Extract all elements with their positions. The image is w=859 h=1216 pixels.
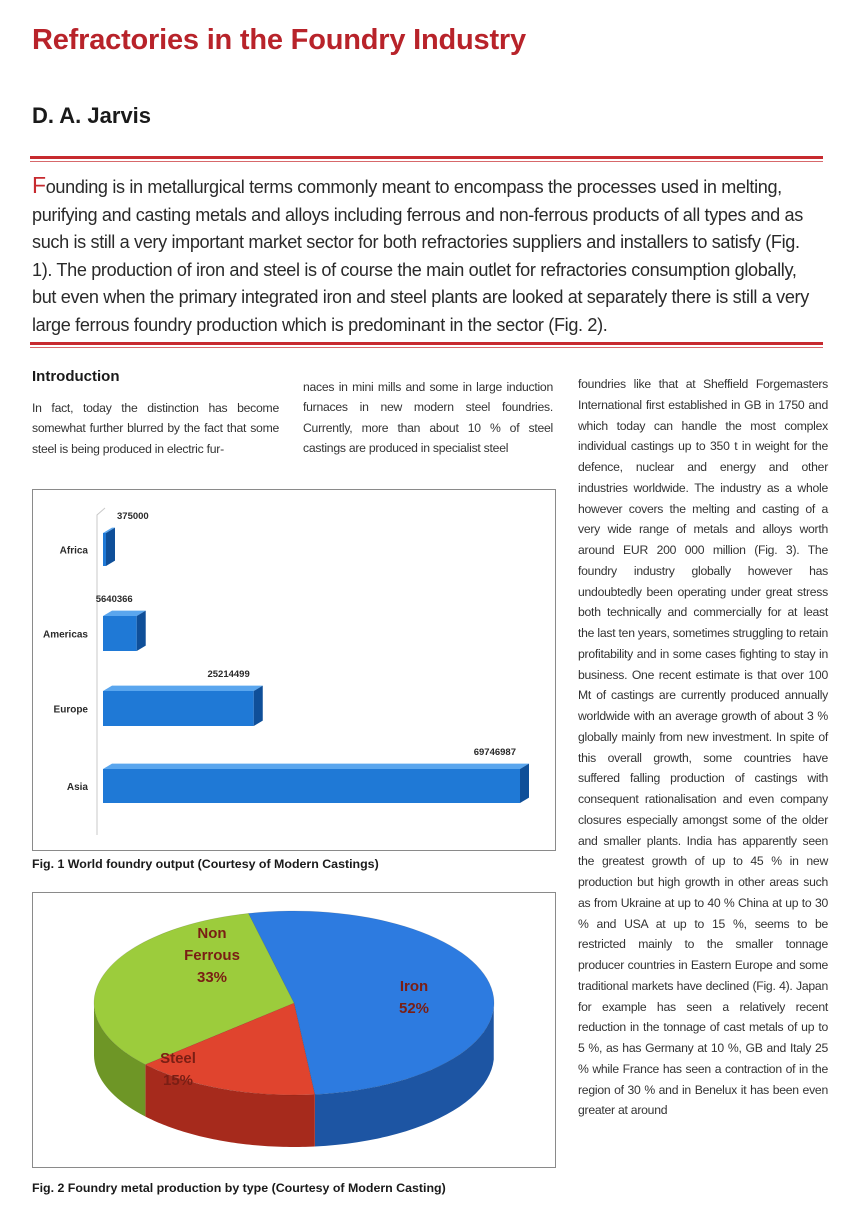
figure-2-box [32, 892, 556, 1168]
column-1-text: In fact, today the distinction has become somewhat further blurred by the fact that some steel is being produced in electric fur- [32, 401, 279, 456]
bar-side-face [137, 611, 146, 651]
pie-label-iron: Iron 52% [398, 978, 430, 1017]
value-label-asia: 69746987 [473, 747, 516, 758]
figure-1-box [32, 489, 556, 851]
bar-front-face [103, 769, 520, 803]
value-label-africa: 375000 [117, 511, 149, 522]
value-label-americas: 5640366 [95, 594, 133, 605]
figure-2-caption: Fig. 2 Foundry metal production by type (Courtesy of Modern Casting) [32, 1181, 446, 1195]
bottom-rule-thin [30, 347, 823, 348]
author-name: D. A. Jarvis [32, 103, 152, 128]
abstract-text: ounding is in metallurgical terms commonly meant to encompass the processes used in melting, purifying and casting metals and alloys including ferrous and non-ferrous products of all types and as such is still a very important market sector for both refractories suppliers and installers to satisfy (Fig. 1). The production of iron and steel is of course the main outlet for refractories consumption globally, but even when the primary integrated iron and steel plants are looked at separately there is still a very large ferrous foundry production which is predominant in the sector (Fig. 2). [32, 177, 809, 335]
metal-type-pie-chart [33, 893, 555, 1167]
category-label-asia: Asia [66, 782, 88, 793]
category-label-africa: Africa [59, 545, 88, 557]
top-rule-thick [30, 156, 823, 159]
bottom-rule-thick [30, 342, 823, 345]
bar-top-face [103, 686, 263, 691]
value-label-europe: 25214499 [207, 669, 250, 680]
article-title: Refractories in the Foundry Industry [32, 24, 526, 56]
bar-front-face [103, 691, 254, 726]
figure-1-caption: Fig. 1 World foundry output (Courtesy of Modern Castings) [32, 857, 379, 871]
category-label-americas: Americas [42, 629, 88, 641]
abstract [32, 172, 822, 340]
bar-africa [103, 528, 115, 566]
bar-side-face [106, 528, 115, 566]
top-rule-thin [30, 161, 823, 162]
bar-asia [103, 764, 529, 803]
bar-side-face [520, 764, 529, 803]
bar-europe [103, 686, 263, 726]
abstract-dropcap: F [32, 172, 46, 198]
section-heading: Introduction [32, 368, 120, 385]
bar-front-face [103, 616, 137, 651]
bar-top-face [103, 764, 529, 769]
pie-label-steel: Steel 15% [160, 1050, 196, 1089]
bar-front-face [103, 533, 106, 566]
bar-side-face [254, 686, 263, 726]
pie-label-non-ferrous: Non Ferrous 33% [184, 925, 240, 986]
category-label-europe: Europe [53, 704, 88, 716]
bar-americas [103, 611, 146, 651]
column-3-text: foundries like that at Sheffield Forgemasters International first established in GB in 1750 and which today can handle the most complex individual castings up to 350 t in weight for the defence, nuclear and energy and other industries worldwide. The industry as a whole however covers the melting and casting of a very wide range of metals and alloys worth around EUR 200 000 million (Fig. 3). The foundry industry globally however has undoubtedly been operating under great stress both technically and commercially for at least the last ten years, sometimes struggling to retain profitability and in some cases fighting to stay in business. One recent estimate is that over 100 Mt of castings are currently produced annually worldwide with an average growth of about 3 % globally mainly from new investment. In spite of this overall growth, some countries have suffered falling production of castings with consequent rationalisation and even company closures especially amongst some of the older and smaller plants. India has apparently seen the greatest growth of up to 45 % in new production but high growth in other areas such as from Ukraine at up to 40 % China at up to 30 % and USA at up to 15 %, seems to be restricted mainly to the smaller tonnage producer countries in Eastern Europe and some traditional markets have declined (Fig. 4). Japan for example has seen a relatively recent reduction in the tonnage of cast metals of up to 5 %, as has Germany at 10 %, GB and Italy 25 % while France has seen a contraction of in the region of 30 % and in Benelux it has been even greater at around [578, 377, 828, 1118]
column-2-text: naces in mini mills and some in large induction furnaces in new modern steel foundries. Currently, more than about 10 % of steel castings are produced in specialist steel [303, 380, 553, 456]
world-output-bar-chart [33, 490, 555, 850]
